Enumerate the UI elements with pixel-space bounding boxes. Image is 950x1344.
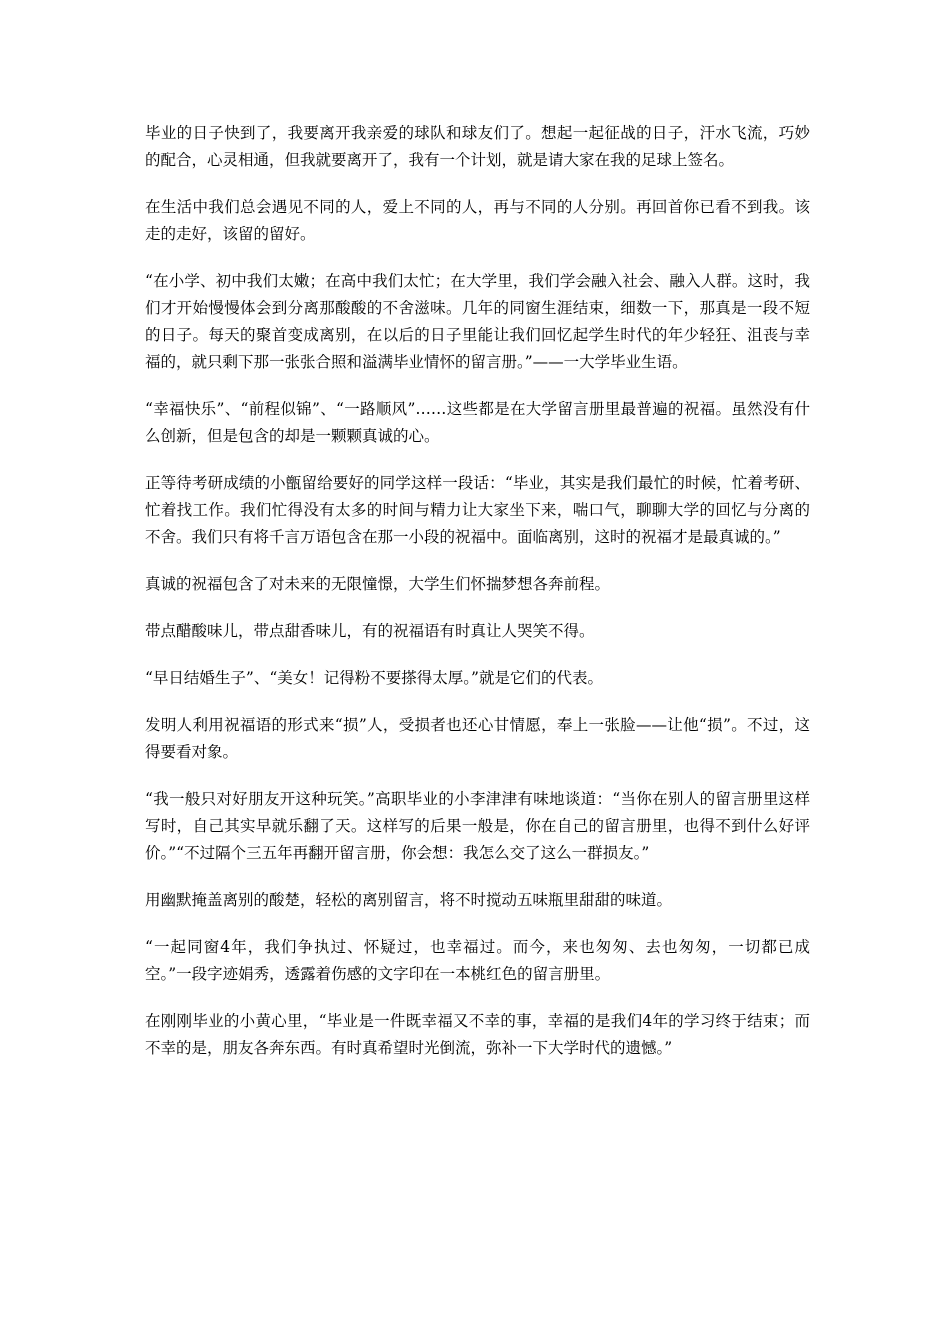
paragraph: 在刚刚毕业的小黄心里，“毕业是一件既幸福又不幸的事，幸福的是我们4年的学习终于结束；而不幸的是，朋友各奔东西。有时真希望时光倒流，弥补一下大学时代的遗憾。”: [145, 1012, 810, 1057]
paragraph: “在小学、初中我们太嫩；在高中我们太忙；在大学里，我们学会融入社会、融入人群。这时，我们才开始慢慢体会到分离那酸酸的不舍滋味。几年的同窗生涯结束，细数一下，那真是一段不短的日子。每天的聚首变成离别，在以后的日子里能让我们回忆起学生时代的年少轻狂、沮丧与幸福的，就只剩下那一张张合照和溢满毕业情怀的留言册。”——一大学毕业生语。: [145, 272, 810, 371]
paragraph: “幸福快乐”、“前程似锦”、“一路顺风”……这些都是在大学留言册里最普遍的祝福。虽然没有什么创新，但是包含的却是一颗颗真诚的心。: [145, 400, 810, 445]
paragraph: 真诚的祝福包含了对未来的无限憧憬，大学生们怀揣梦想各奔前程。: [145, 575, 611, 593]
paragraph: 在生活中我们总会遇见不同的人，爱上不同的人，再与不同的人分别。再回首你已看不到我。该走的走好，该留的留好。: [145, 198, 810, 243]
document-body: [145, 120, 810, 1082]
paragraph: 用幽默掩盖离别的酸楚，轻松的离别留言，将不时搅动五味瓶里甜甜的味道。: [145, 891, 673, 909]
paragraph: “早日结婚生子”、“美女！记得粉不要搽得太厚。”就是它们的代表。: [145, 669, 603, 687]
paragraph: 发明人利用祝福语的形式来“损”人，受损者也还心甘情愿，奉上一张脸——让他“损”。不过，这得要看对象。: [145, 716, 810, 761]
paragraph: 正等待考研成绩的小甑留给要好的同学这样一段话：“毕业，其实是我们最忙的时候，忙着考研、忙着找工作。我们忙得没有太多的时间与精力让大家坐下来，喘口气，聊聊大学的回忆与分离的不舍。我们只有将千言万语包含在那一小段的祝福中。面临离别，这时的祝福才是最真诚的。”: [145, 474, 810, 546]
paragraph: 毕业的日子快到了，我要离开我亲爱的球队和球友们了。想起一起征战的日子，汗水飞流，巧妙的配合，心灵相通，但我就要离开了，我有一个计划，就是请大家在我的足球上签名。: [145, 124, 810, 169]
paragraph: “一起同窗4年，我们争执过、怀疑过，也幸福过。而今，来也匆匆、去也匆匆，一切都已成空。”一段字迹娟秀，透露着伤感的文字印在一本桃红色的留言册里。: [145, 938, 810, 983]
paragraph: 带点醋酸味儿，带点甜香味儿，有的祝福语有时真让人哭笑不得。: [145, 622, 595, 640]
paragraph: “我一般只对好朋友开这种玩笑。”高职毕业的小李津津有味地谈道：“当你在别人的留言册里这样写时，自己其实早就乐翻了天。这样写的后果一般是，你在自己的留言册里，也得不到什么好评价。”“不过隔个三五年再翻开留言册，你会想：我怎么交了这么一群损友。”: [145, 790, 810, 862]
